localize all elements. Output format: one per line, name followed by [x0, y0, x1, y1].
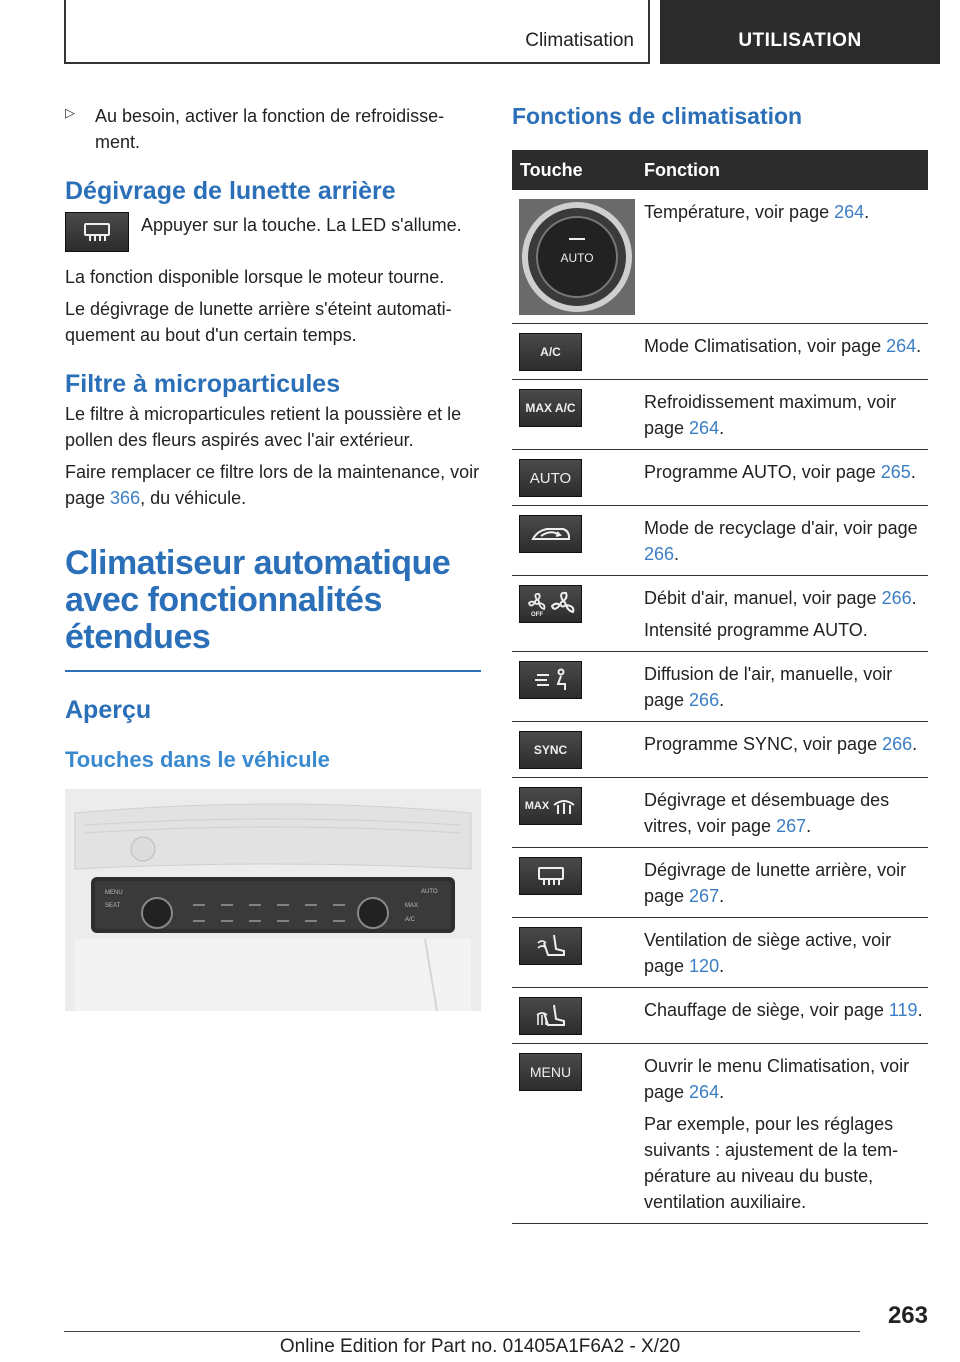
overview-heading: Aperçu [65, 696, 152, 724]
sync-key-icon: SYNC [519, 731, 582, 769]
header-chapter-title: UTILISATION [738, 30, 862, 51]
seat-heating-key-icon [519, 997, 582, 1035]
svg-text:OFF: OFF [530, 612, 543, 618]
footer [0, 1336, 960, 1358]
svg-text:AUTO: AUTO [421, 889, 438, 895]
row-function-text: Mode de recyclage d'air, voir page 266. [644, 518, 918, 564]
table-row [512, 722, 928, 778]
page-link[interactable]: 264 [689, 418, 720, 438]
table-row [512, 380, 928, 450]
svg-text:MAX: MAX [405, 903, 419, 909]
max-ac-key-icon: MAX A/C [519, 389, 582, 427]
auto-key-icon: AUTO [519, 459, 582, 497]
table-row [512, 506, 928, 576]
svg-text:SEAT: SEAT [105, 903, 121, 909]
page-link[interactable]: 266 [644, 544, 675, 564]
max-defrost-key-icon: MAX [519, 787, 582, 825]
footer-rule [64, 1331, 860, 1332]
table-header [512, 150, 928, 190]
row-function-text: Refroidissement maximum, voir page 264. [644, 392, 897, 438]
defrost-key-row [65, 212, 481, 252]
row-function-text: Température, voir page 264. [644, 202, 870, 222]
filter-para-2: Faire remplacer ce filtre lors de la maintenance, voir page 366, du véhicule. [65, 462, 480, 508]
row-function-extra: Intensité programme AUTO. [644, 620, 868, 640]
chapter-title: Climatiseur automatique avec fonctionnalités étendues [65, 545, 481, 672]
rear-defrost-key-icon [65, 212, 129, 252]
air-distribution-key-icon [519, 661, 582, 699]
table-row [512, 848, 928, 918]
row-function-text: Ventilation de siège active, voir page 120. [644, 930, 892, 976]
defrost-key-text: Appuyer sur la touche. La LED s'allume. [141, 215, 462, 235]
page-link[interactable]: 120 [689, 956, 720, 976]
table-row [512, 324, 928, 380]
row-function-text: Dégivrage de lunette arrière, voir page 267. [644, 860, 907, 906]
row-function-text: Programme SYNC, voir page 266. [644, 734, 918, 754]
page-link[interactable]: 366 [110, 488, 141, 508]
recirculation-key-icon [519, 515, 582, 553]
page-link[interactable]: 264 [689, 1082, 720, 1102]
svg-text:MENU: MENU [105, 890, 123, 896]
table-row [512, 988, 928, 1044]
page-link[interactable]: 266 [689, 690, 720, 710]
filter-heading: Filtre à microparticules [65, 370, 341, 398]
table-row [512, 450, 928, 506]
ac-key-icon: A/C [519, 333, 582, 371]
row-function-extra: Par exemple, pour les réglages suivants : ajustement de la tem-pérature au niveau du buste, ventilation auxiliaire. [644, 1114, 899, 1212]
row-function-text: Programme AUTO, voir page 265. [644, 462, 916, 482]
defrost-para-2: Le dégivrage de lunette arrière s'éteint automati-quement au bout d'un certain temps. [65, 299, 452, 345]
table-title: Fonctions de climatisation [512, 103, 803, 129]
climate-panel-photo [65, 789, 481, 1011]
row-function-text: Débit d'air, manuel, voir page 266. [644, 588, 917, 608]
page-link[interactable]: 266 [881, 588, 912, 608]
bullet-item [65, 103, 481, 155]
table-row [512, 190, 928, 324]
defrost-heading: Dégivrage de lunette arrière [65, 177, 396, 205]
bullet-text: Au besoin, activer la fonction de refroidisse-ment. [95, 106, 445, 152]
page-link[interactable]: 264 [886, 336, 917, 356]
seat-ventilation-key-icon [519, 927, 582, 965]
page-link[interactable]: 264 [834, 202, 865, 222]
left-column [65, 103, 481, 1011]
table-row [512, 1044, 928, 1224]
row-function-text: Mode Climatisation, voir page 264. [644, 336, 922, 356]
page-link[interactable]: 267 [689, 886, 720, 906]
triangle-bullet-icon: ▷ [65, 105, 75, 120]
row-function-text: Ouvrir le menu Climatisation, voir page 264. [644, 1056, 910, 1102]
row-function-text: Chauffage de siège, voir page 119. [644, 1000, 923, 1020]
menu-key-icon: MENU [519, 1053, 582, 1091]
page-link[interactable]: 267 [776, 816, 807, 836]
row-function-text: Diffusion de l'air, manuelle, voir page 266. [644, 664, 893, 710]
page-link[interactable]: 265 [880, 462, 911, 482]
page-number: 263 [887, 1302, 928, 1329]
header-chapter-box [660, 0, 940, 64]
filter-para-1: Le filtre à microparticules retient la poussière et le pollen des fleurs aspirés avec l'air extérieur. [65, 404, 462, 450]
svg-text:A/C: A/C [405, 917, 416, 923]
fan-key-icon [519, 585, 582, 623]
page-link[interactable]: 266 [882, 734, 913, 754]
header-section-box [64, 0, 650, 64]
col-header-key: Touche [520, 160, 583, 180]
rear-defrost-key-icon [519, 857, 582, 895]
footer-edition: Online Edition for Part no. 01405A1F6A2 - X/20 [279, 1336, 681, 1357]
row-function-text: Dégivrage et désembuage des vitres, voir page 267. [644, 790, 890, 836]
table-row [512, 576, 928, 652]
page-link[interactable]: 119 [888, 1000, 918, 1020]
svg-text:AUTO: AUTO [560, 251, 594, 265]
right-column [512, 103, 928, 1224]
header-section-title: Climatisation [525, 30, 634, 51]
table-row [512, 778, 928, 848]
col-header-function: Fonction [644, 160, 720, 180]
table-row [512, 652, 928, 722]
defrost-para-1: La fonction disponible lorsque le moteur tourne. [65, 267, 445, 287]
table-row [512, 918, 928, 988]
buttons-heading: Touches dans le véhicule [65, 747, 330, 772]
temperature-knob-icon [519, 199, 635, 315]
